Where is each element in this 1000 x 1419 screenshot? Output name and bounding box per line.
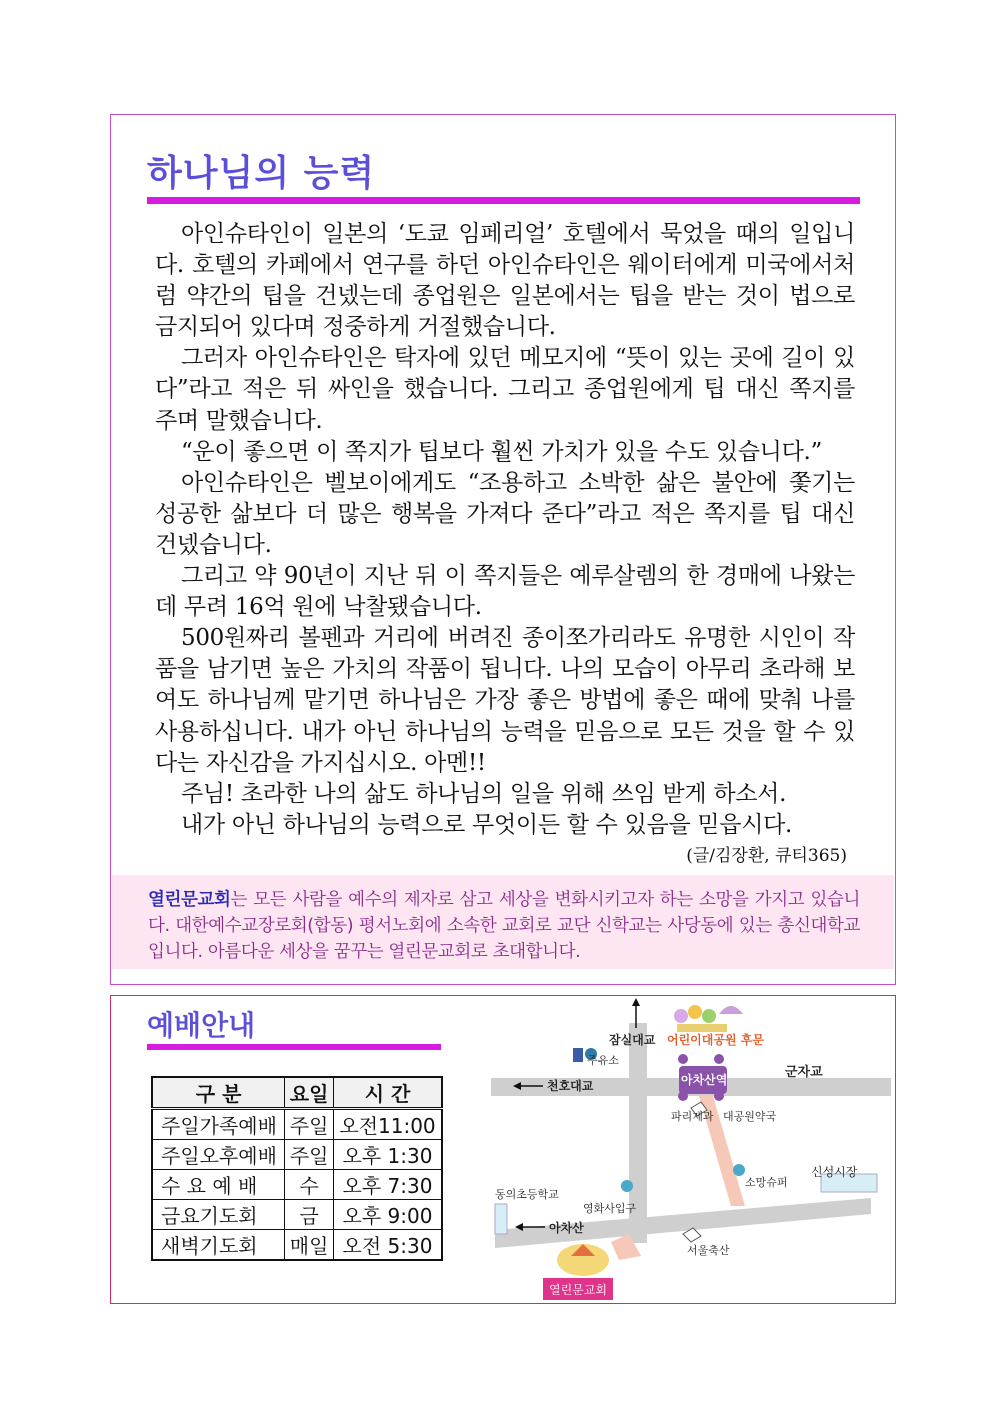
- map-label-cheonho-bridge: 천호대교: [547, 1079, 594, 1093]
- map-label-jamsil-bridge: 잠실대교: [609, 1033, 656, 1047]
- park-flower-icon: [702, 1009, 716, 1023]
- road-north: [629, 1023, 647, 1079]
- service-day: 매일: [285, 1230, 334, 1261]
- map-label-achasan-station: 아차산역: [681, 1073, 728, 1087]
- service-day: 주일: [285, 1109, 334, 1140]
- table-header-row: [152, 1077, 442, 1109]
- bus-stop-icon: [621, 1180, 633, 1192]
- title-underline: [147, 197, 860, 204]
- park-flower-icon: [688, 1005, 702, 1019]
- service-day: 주일: [285, 1140, 334, 1170]
- col-day-header: 요일: [285, 1077, 334, 1109]
- worship-info-box: [110, 995, 896, 1304]
- article-paragraph: “운이 좋으면 이 쪽지가 팁보다 훨씬 가치가 있을 수도 있습니다.”: [181, 438, 822, 465]
- article-paragraph: 주님! 초라한 나의 삶도 하나님의 일을 위해 쓰임 받게 하소서.: [181, 780, 787, 807]
- table-row: [152, 1230, 442, 1261]
- map-label-paris-baguette: 파리제과: [671, 1110, 714, 1123]
- school-building: [495, 1204, 507, 1234]
- article-paragraph: 그리고 약 90년이 지난 뒤 이 쪽지들은 예루살렘의 한 경매에 나왔는데 무려 16억 원에 낙찰됐습니다.: [155, 563, 855, 621]
- service-day: 수: [285, 1170, 334, 1200]
- table-row: [152, 1109, 442, 1140]
- park-flower-icon: [674, 1009, 688, 1023]
- service-name: 새벽기도회: [152, 1230, 285, 1261]
- article-paragraph: 내가 아닌 하나님의 능력으로 무엇이든 할 수 있음을 믿읍시다.: [181, 811, 793, 838]
- subway-exit-icon: [714, 1054, 724, 1064]
- subway-exit-icon: [714, 1091, 724, 1101]
- article-paragraph: 500원짜리 볼펜과 거리에 버려진 종이쪼가리라도 유명한 시인이 작품을 남기면 높은 가치의 작품이 됩니다. 나의 모습이 아무리 초라해 보여도 하나님께 맡기면 하나님은 가장 좋은 방법에 좋은 때에 맞춰 나를 사용하십니다. 내가 아닌 하나님의 능력을 믿음으로 모든 것을 할 수 있다는 자신감을 가지십시오. 아멘!!: [155, 625, 855, 776]
- table-row: [152, 1200, 442, 1230]
- road-vertical: [629, 1078, 647, 1243]
- location-map: [491, 998, 891, 1303]
- table-row: [152, 1170, 442, 1200]
- map-label-pharmacy: 대공원약국: [723, 1110, 777, 1123]
- map-label-somang-super: 소망슈퍼: [745, 1176, 788, 1189]
- bus-stop-icon: [733, 1164, 745, 1176]
- service-time: 오후 1:30: [334, 1140, 442, 1170]
- map-label-gunja-bridge: 군자교: [785, 1065, 823, 1080]
- service-name: 금요기도회: [152, 1200, 285, 1230]
- col-time-header: 시 간: [334, 1077, 442, 1109]
- col-category-header: 구 분: [152, 1077, 285, 1109]
- church-name: 열린문교회: [148, 890, 231, 910]
- article-paragraph: 아인슈타인이 일본의 ‘도쿄 임페리얼’ 호텔에서 묵었을 때의 일입니다. 호텔의 카페에서 연구를 하던 아인슈타인은 웨이터에게 미국에서처럼 약간의 팁을 건넸는데 종업원은 일본에서는 팁을 받는 것이 법으로 금지되어 있다며 정중하게 거절했습니다.: [155, 221, 855, 341]
- service-name: 수 요 예 배: [152, 1170, 285, 1200]
- park-fence-icon: [677, 1024, 727, 1032]
- subway-exit-icon: [678, 1091, 688, 1101]
- map-label-achasan: 아차산: [549, 1221, 584, 1235]
- map-label-seoul-butcher: 서울축산: [687, 1244, 730, 1257]
- article-paragraph: 그러자 아인슈타인은 탁자에 있던 메모지에 “뜻이 있는 곳에 길이 있다”라고 적은 뒤 싸인을 했습니다. 그리고 종업원에게 팁 대신 쪽지를 주며 말했습니다.: [155, 345, 855, 434]
- map-label-park-back-gate: 어린이대공원 후문: [667, 1033, 764, 1047]
- article-credit: (글/김장환, 큐티365): [686, 845, 847, 866]
- worship-title-underline: [147, 1044, 441, 1050]
- church-notice: [112, 875, 894, 969]
- map-label-sinseong-market: 신성시장: [811, 1165, 858, 1179]
- service-name: 주일오후예배: [152, 1140, 285, 1170]
- service-time: 오전 5:30: [334, 1230, 442, 1261]
- map-label-dongui-school: 동의초등학교: [495, 1188, 559, 1201]
- subway-exit-icon: [678, 1054, 688, 1064]
- article-paragraph: 아인슈타인은 벨보이에게도 “조용하고 소박한 삶은 불안에 쫓기는 성공한 삶보다 더 많은 행복을 가져다 준다”라고 적은 쪽지를 팁 대신 건넸습니다.: [155, 469, 855, 558]
- table-row: [152, 1140, 442, 1170]
- page-title: 하나님의 능력: [147, 153, 376, 194]
- north-arrow-head: [632, 998, 640, 1006]
- service-day: 금: [285, 1200, 334, 1230]
- map-label-gas-station: 주유소: [587, 1054, 619, 1067]
- article-body: [155, 219, 855, 869]
- service-time: 오후 9:00: [334, 1200, 442, 1230]
- gas-station-icon: [573, 1048, 583, 1062]
- sermon-box: [110, 114, 896, 985]
- map-label-church: 열린문교회: [549, 1283, 607, 1297]
- worship-schedule-table: [151, 1076, 443, 1261]
- worship-title: 예배안내: [147, 1009, 256, 1042]
- notice-text: 는 모든 사람을 예수의 제자로 삼고 세상을 변화시키고자 하는 소망을 가지고 있습니다. 대한예수교장로회(합동) 평서노회에 소속한 교회로 교단 신학교는 사당동에 있는 총신대학교입니다. 아름다운 세상을 꿈꾸는 열린문교회로 초대합니다.: [148, 890, 860, 962]
- service-time: 오전11:00: [334, 1109, 442, 1140]
- service-name: 주일가족예배: [152, 1109, 285, 1140]
- service-time: 오후 7:30: [334, 1170, 442, 1200]
- park-umbrella-icon: [719, 1006, 743, 1014]
- map-label-yeonghwa: 영화사입구: [583, 1202, 637, 1215]
